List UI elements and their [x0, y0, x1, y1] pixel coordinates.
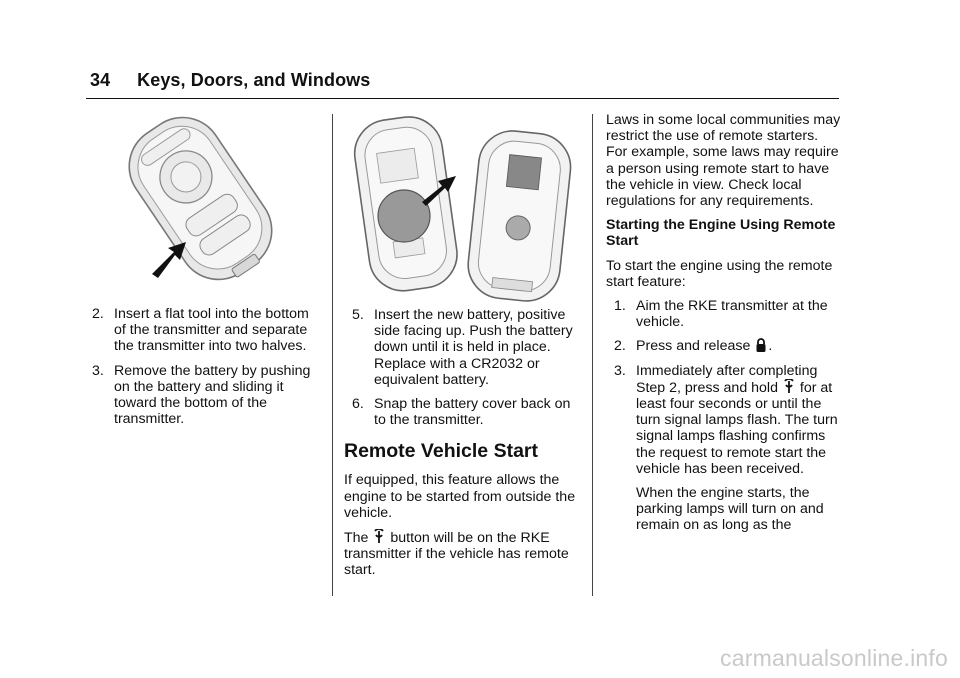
page-title: Keys, Doors, and Windows — [137, 70, 371, 90]
step-6 — [352, 396, 580, 428]
subheading: Starting the Engine Using Remote Start — [606, 217, 836, 250]
remote-start-icon — [373, 529, 385, 545]
text: button will be on the RKE transmitter if the vehicle has remote start. — [344, 530, 569, 579]
column-1 — [92, 306, 320, 435]
step-number: 3. — [92, 362, 104, 379]
step-text: Press and release — [636, 338, 751, 355]
step-number: 2. — [614, 338, 626, 355]
key-fob-illustration — [108, 112, 298, 302]
column-2 — [344, 307, 580, 587]
step-text-end: . — [768, 338, 773, 355]
step-5 — [352, 307, 580, 388]
step-text: Remove the battery by pushing on the battery and sliding it toward the bottom of the transmitter. — [114, 362, 311, 428]
step-3 — [92, 363, 320, 428]
step-text: for at least four seconds or until the turn signal lamps flash. The turn signal lamps flashing confirms the request to remote start the vehicle has been received. — [636, 379, 838, 477]
step-number: 3. — [614, 362, 626, 379]
step-number: 1. — [614, 298, 626, 315]
step-number: 6. — [352, 396, 364, 413]
column-divider-left — [332, 114, 333, 596]
step-text: Insert a flat tool into the bottom of the transmitter and separate the transmitter into two halves. — [114, 306, 309, 355]
battery-replacement-illustration — [350, 110, 580, 302]
step-1 — [614, 298, 842, 330]
text: The — [344, 530, 369, 547]
section-title: Remote Vehicle Start — [344, 440, 538, 463]
page-number: 34 — [90, 70, 111, 90]
paragraph: To start the engine using the remote start feature: — [606, 257, 833, 290]
column-divider-right — [592, 114, 593, 596]
page-header — [90, 70, 370, 91]
column-3 — [606, 112, 842, 542]
header-rule — [86, 98, 839, 99]
remote-start-icon — [783, 379, 795, 395]
lock-icon — [755, 338, 767, 353]
paragraph-remote-button — [344, 529, 580, 579]
step-number: 5. — [352, 307, 364, 323]
step-text: Aim the RKE transmitter at the vehicle. — [636, 298, 828, 331]
paragraph-note: When the engine starts, the parking lamps will turn on and remain on as long as the — [636, 485, 824, 534]
step-2 — [92, 306, 320, 355]
paragraph: Laws in some local communities may restrict the use of remote starters. For example, some laws may require a person using remote start to have the vehicle in view. Check local regulations for any requirements. — [606, 112, 841, 210]
step-3 — [614, 363, 842, 477]
step-number: 2. — [92, 306, 104, 322]
watermark: carmanualsonline.info — [720, 645, 948, 671]
step-text: Snap the battery cover back on to the transmitter. — [374, 396, 571, 429]
paragraph: If equipped, this feature allows the engine to be started from outside the vehicle. — [344, 472, 576, 521]
step-2 — [614, 338, 842, 354]
step-text: Immediately after completing Step 2, press and hold — [636, 362, 818, 396]
step-text: Insert the new battery, positive side facing up. Push the battery down until it is held in place. Replace with a CR2032 or equivalent battery. — [374, 307, 573, 388]
